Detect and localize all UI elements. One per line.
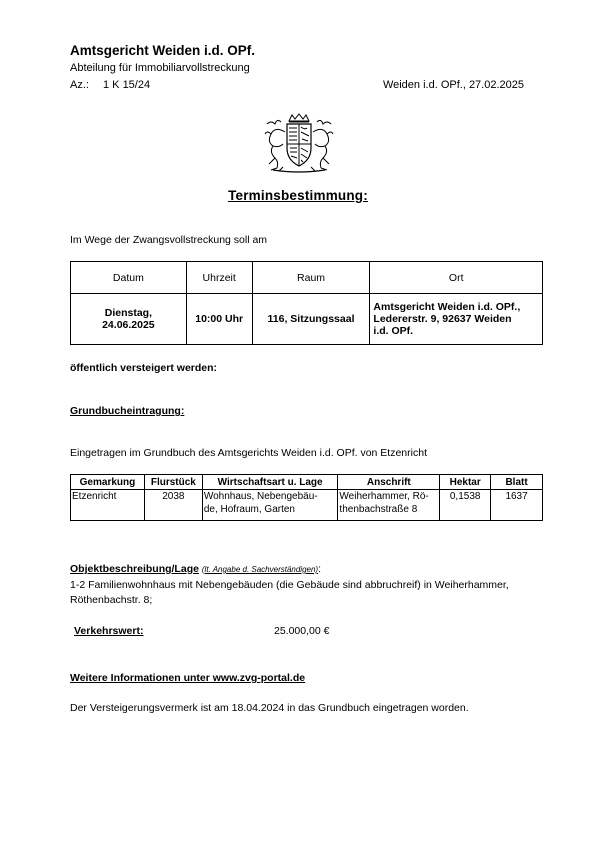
header-uhrzeit: Uhrzeit — [186, 262, 252, 294]
ort-line-3: i.d. OPf. — [373, 325, 414, 337]
document-title: Terminsbestimmung: — [228, 188, 368, 203]
grundbuch-row — [71, 490, 543, 521]
header-ort: Ort — [370, 262, 543, 294]
header-hektar: Hektar — [440, 475, 491, 490]
datum-date: 24.06.2025 — [102, 319, 155, 331]
grundbuch-title: Grundbucheintragung: — [70, 405, 185, 417]
cell-hektar: 0,1538 — [440, 490, 491, 521]
department: Abteilung für Immobiliarvollstreckung — [70, 62, 250, 74]
auction-text: öffentlich versteigert werden: — [70, 362, 218, 374]
vermerk-text: Der Versteigerungsvermerk ist am 18.04.2024 in das Grundbuch eingetragen worden. — [70, 702, 469, 714]
cell-anschrift — [338, 490, 440, 521]
datum-weekday: Dienstag, — [104, 307, 152, 319]
schedule-table — [70, 261, 543, 345]
header-wirtschaftsart: Wirtschaftsart u. Lage — [202, 475, 338, 490]
objekt-heading — [70, 563, 321, 575]
anschrift-line-1: Weiherhammer, Rö- — [339, 491, 429, 502]
az-label: Az.: — [70, 79, 89, 91]
schedule-header-row — [71, 262, 543, 294]
objekt-title: Objektbeschreibung/Lage — [70, 563, 199, 575]
objekt-description: 1-2 Familienwohnhaus mit Nebengebäuden (die Gebäude sind abbruchreif) in Weiherhammer, Röthenbachstr. 8; — [70, 579, 509, 606]
grundbuch-header-row — [71, 475, 543, 490]
header-anschrift: Anschrift — [338, 475, 440, 490]
objekt-colon: : — [318, 563, 322, 575]
cell-wirtschaftsart — [202, 490, 338, 521]
grundbuch-intro: Eingetragen im Grundbuch des Amtsgerichts Weiden i.d. OPf. von Etzenricht — [70, 447, 427, 459]
place-date: Weiden i.d. OPf., 27.02.2025 — [382, 79, 524, 91]
header-blatt: Blatt — [491, 475, 543, 490]
header-datum: Datum — [71, 262, 187, 294]
cell-uhrzeit: 10:00 Uhr — [186, 294, 252, 345]
cell-datum — [71, 294, 187, 345]
cell-gemarkung: Etzenricht — [71, 490, 145, 521]
court-name: Amtsgericht Weiden i.d. OPf. — [70, 43, 256, 58]
more-info-link[interactable]: Weitere Informationen unter www.zvg-portal.de — [70, 672, 306, 684]
header-flurstueck: Flurstück — [144, 475, 202, 490]
cell-flurstueck: 2038 — [144, 490, 202, 521]
objekt-note: (lt. Angabe d. Sachverständigen) — [201, 565, 319, 574]
cell-blatt: 1637 — [491, 490, 543, 521]
header-gemarkung: Gemarkung — [71, 475, 145, 490]
ort-line-1: Amtsgericht Weiden i.d. OPf., — [373, 301, 521, 313]
anschrift-line-2: thenbachstraße 8 — [339, 504, 418, 515]
ort-line-2: Ledererstr. 9, 92637 Weiden — [373, 313, 512, 325]
wirtschaftsart-line-2: de, Hofraum, Garten — [203, 504, 295, 515]
verkehrswert-value: 25.000,00 € — [274, 625, 330, 637]
coat-of-arms-icon — [261, 112, 337, 174]
wirtschaftsart-line-1: Wohnhaus, Nebengebäu- — [203, 491, 318, 502]
cell-ort — [370, 294, 543, 345]
schedule-row — [71, 294, 543, 345]
verkehrswert-label: Verkehrswert: — [74, 625, 144, 637]
cell-raum: 116, Sitzungssaal — [252, 294, 370, 345]
grundbuch-table — [70, 474, 543, 521]
intro-text: Im Wege der Zwangsvollstreckung soll am — [70, 234, 268, 246]
header-raum: Raum — [252, 262, 370, 294]
case-number: 1 K 15/24 — [103, 79, 151, 91]
